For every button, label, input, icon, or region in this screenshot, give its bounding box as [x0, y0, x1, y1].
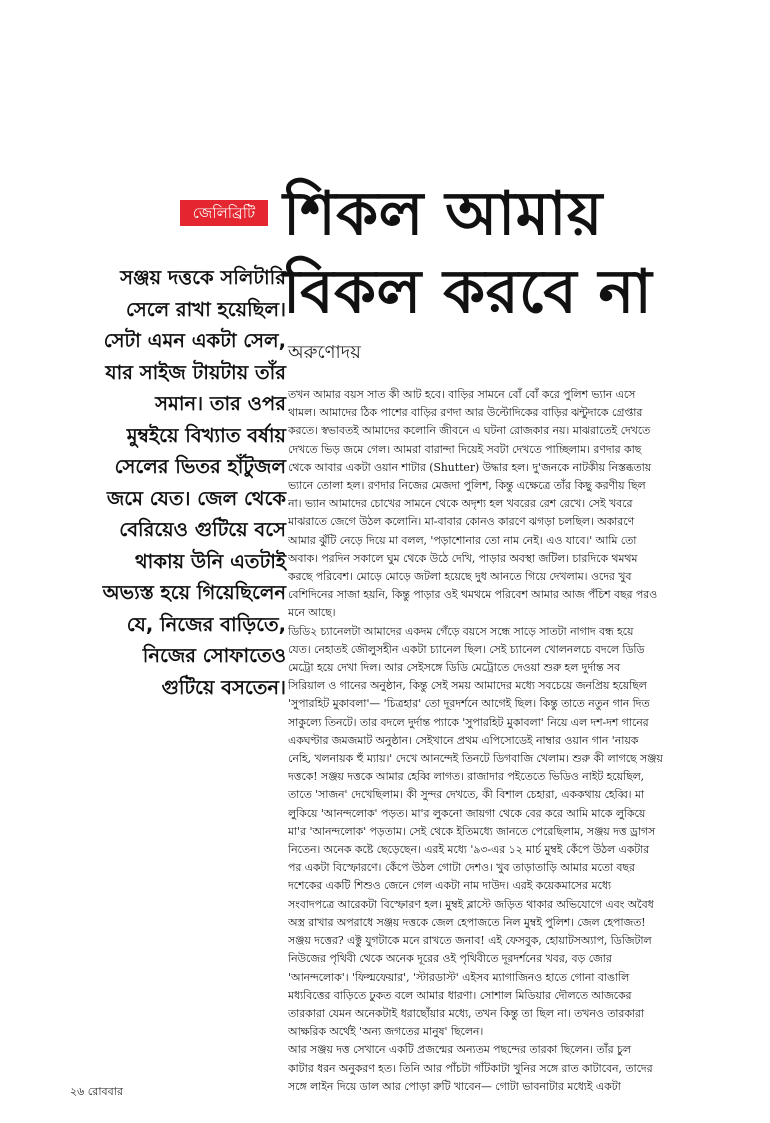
pull-quote-line: মুম্বইয়ে বিখ্যাত বর্ষায়: [126, 423, 286, 447]
body-line: নেহি, খলনায়ক হুঁ ম্যায়।' দেখে আনন্দেই তিনটে ডিগবাজি খেলাম। শুরু কী লাগছে সঞ্জয়: [288, 752, 663, 766]
body-line: পর একটা বিস্ফোরণে। কেঁপে উঠল গোটা দেশও। খুব তাড়াতাড়ি আমার মতো বছর: [288, 861, 635, 875]
body-line: কাটার ধরন অনুকরণ হত। তিনি আর পাঁচটা গাঁটকাটা খুনির সঙ্গে রাত কাটাবেন, তাদের: [288, 1061, 653, 1075]
pull-quote-line: সমান। তার ওপর: [155, 392, 286, 415]
body-line: 'সুপারহিট মুকাবলা'— 'চিত্রহার' তো দূরদর্শনে আগেই ছিল। কিন্তু তাতে নতুন গান দিত: [288, 697, 650, 711]
body-line: তখন আমার বয়স সাত কী আট হবে। বাড়ির সামনে বোঁ বোঁ করে পুলিশ ভ্যান এসে: [288, 388, 636, 401]
body-line: আর সঞ্জয় দত্ত সেখানে একটি প্রজন্মের অন্যতম পছন্দের তারকা ছিলেন। তাঁর চুল: [288, 1043, 631, 1057]
pull-quote-line: জমে যেত। জেল থেকে: [106, 486, 286, 510]
article-body: [288, 386, 758, 1096]
body-line: থেকে আবার একটা ওয়ান শাটার (Shutter) উদ্ধার হল। দু'জনকে নাটকীয় নিস্তব্ধতায়: [288, 460, 652, 474]
pull-quote-line: নিজের সোফাতেও: [142, 644, 286, 667]
body-line: সিরিয়াল ও গানের অনুষ্ঠান, কিন্তু সেই সময় আমাদের মধ্যে সবচেয়ে জনপ্রিয় হয়েছিল: [288, 679, 647, 693]
body-line: মেট্রো হয়ে দেখা দিল। আর সেইসঙ্গে ডিডি মেট্রোতে দেওয়া শুরু হল দুর্দান্ত সব: [288, 661, 621, 675]
body-line: আমার ঝুঁটি নেড়ে দিয়ে মা বলল, 'পড়াশোনার তো নাম নেই। এও যাবে।' আমি তো: [288, 533, 637, 547]
pull-quote-line: গুটিয়ে বসতেন।: [161, 675, 286, 699]
body-line: দেখতে ভিড় জমে গেল। আমরা বারান্দা দিয়েই সবটা দেখতে পাচ্ছিলাম। রণদার কাছ: [288, 442, 642, 456]
body-line: লুকিয়ে 'আনন্দলোক' পড়ত। মা'র লুকনো জায়গা থেকে বের করে আমি মাকে লুকিয়ে: [288, 806, 646, 820]
body-line: 'আনন্দলোক'। 'ফিল্মফেয়ার', 'স্টারডাস্ট' এইসব ম্যাগাজিনও হাতে গোনা বাঙালি: [288, 970, 630, 984]
body-line: ভ্যানে তোলা হল। রণদার নিজের মেজদা পুলিশ, কিন্তু এক্ষেত্রে তাঁর কিছু করণীয় ছিল: [288, 479, 646, 493]
body-line: করছে পরিবেশ। মোড়ে মোড়ে জটলা হয়েছে দুধ আনতে গিয়ে দেখলাম। ওদের খুব: [288, 570, 632, 584]
author-byline: অরুণোদয়: [288, 342, 361, 363]
body-line: সঙ্গে লাইন দিয়ে ডাল আর পোড়া রুটি খাবেন— গোটা ভাবনাটার মধ্যেই একটা: [288, 1079, 621, 1093]
body-line: থামল। আমাদের ঠিক পাশের বাড়ির রণদা আর উল্টোদিকের বাড়ির ঝন্টুদাকে গ্রেপ্তার: [288, 406, 643, 420]
body-line: সঞ্জয় দত্তের? এক্টু যুগটাকে মনে রাখতে জনাব! এই ফেসবুক, হোয়াটসঅ্যাপ, ডিজিটাল: [288, 934, 652, 948]
headline-line-1: শিকল আমায়: [283, 179, 603, 249]
body-line: ডিডি২ চ্যানেলটা আমাদের একদম গেঁড়ে বয়সে সন্ধে সাড়ে সাতটা নাগাদ বন্ধ হয়ে: [288, 624, 634, 638]
headline: [283, 175, 763, 331]
headline-line-2: বিকল করবে না: [283, 257, 653, 327]
body-line: আক্ষরিক অর্থেই 'অন্য জগতের মানুষ' ছিলেন।: [288, 1025, 484, 1039]
pull-quote-line: যে, নিজের বাড়িতে,: [126, 612, 286, 636]
pull-quote-line: থাকায় উনি এতটাই: [135, 549, 286, 573]
pull-quote: [72, 262, 286, 703]
body-line: মা'র 'আনন্দলোক' পড়তাম। সেই থেকে ইতিমধ্যে জানতে পেরেছিলাম, সঞ্জয় দত্ত ড্রাগস: [288, 824, 656, 838]
body-line: তারকারা যেমন অনেকটাই ধরাছোঁয়ার মধ্যে, তখন কিন্তু তা ছিল না। তখনও তারকারা: [288, 1006, 645, 1020]
pull-quote-line: সঞ্জয় দত্তকে সলিটারি: [120, 266, 286, 289]
body-line: অস্ত্র রাখার অপরাধে সঞ্জয় দত্তকে জেল হেপাজতে নিল মুম্বই পুলিশ। জেল হেপাজত!: [288, 915, 646, 929]
body-line: নিতেন। অনেক কষ্টে ছেড়েছেন। এরই মধ্যে '৯৩-এর ১২ মার্চ মুম্বই কেঁপে উঠল একটার: [288, 843, 650, 857]
body-line: সাকুল্যে তিনটে। তার বদলে দুর্দান্ত প্যাকে 'সুপারহিট মুকাবলা' নিয়ে এল দশ-দশ গানের: [288, 715, 649, 729]
body-line: মধ্যবিত্তের বাড়িতে ঢুকত বলে আমার ধারণা। সোশাল মিডিয়ার দৌলতে আজকের: [288, 988, 632, 1002]
pull-quote-line: বেরিয়েও গুটিয়ে বসে: [119, 518, 286, 541]
pull-quote-line: অভ্যস্ত হয়ে গিয়েছিলেন: [102, 581, 286, 604]
body-line: যেত। নেহাতই জৌলুসহীন একটা চ্যানেল ছিল। সেই চ্যানেল খোলনলচে বদলে ডিডি: [288, 642, 645, 656]
body-line: না। ভ্যান আমাদের চোখের সামনে থেকে অদৃশ্য হল খবরের রেশ রেখে। সেই খবরে: [288, 497, 633, 511]
body-line: বেশিদিনের সাজা হয়নি, কিন্তু পাড়ার ওই থমথমে পরিবেশ আমার আজ পঁচিশ বছর পরও: [288, 588, 658, 602]
body-line: তাতে 'সাজন' দেখেছিলাম। কী সুন্দর দেখতে, কী বিশাল চেহারা, এককথায় হেব্বি। মা: [288, 788, 645, 802]
pull-quote-line: সেটা এমন একটা সেল,: [103, 329, 286, 352]
body-line: করতে। স্বভাবতই আমাদের কলোনি জীবনে এ ঘটনা রোজকার নয়। মাঝরাতেই দেখতে: [288, 424, 651, 438]
body-line: দশেকের একটি শিশুও জেনে গেল একটা নাম দাউদ। এরই কয়েকমাসের মধ্যে: [288, 879, 612, 893]
section-tag: জেলিব্রিটি: [180, 200, 268, 226]
body-line: মাঝরাতে জেগে উঠল কলোনি। মা-বাবার কোনও কারণে ঝগড়া চলছিল। অকারণে: [288, 515, 635, 529]
pull-quote-line: যার সাইজ টায়টায় তাঁর: [105, 360, 286, 384]
page-footer: ২৬ রোববার: [70, 1085, 123, 1098]
body-line: একঘণ্টার জমজমাট অনুষ্ঠান। সেইখানে প্রথম এপিসোডেই নাম্বার ওয়ান গান 'নায়ক: [288, 733, 639, 747]
pull-quote-line: সেলে রাখা হয়েছিল।: [125, 297, 286, 321]
pull-quote-line: সেলের ভিতর হাঁটুজল: [114, 455, 286, 478]
body-line: সংবাদপত্রে আরেকটা বিস্ফোরণ হল। মুম্বই ব্লাস্টে জড়িত থাকার অভিযোগে এবং অবৈধ: [288, 897, 654, 911]
body-line: অবাক। পরদিন সকালে ঘুম থেকে উঠে দেখি, পাড়ার অবস্থা জটিল। চারদিকে থমথম: [288, 551, 638, 565]
body-line: দত্তকে! সঞ্জয় দত্তকে আমার হেব্বি লাগত। রাজাদার পইতেতে ভিডিও নাইট হয়েছিল,: [288, 770, 645, 784]
body-line: নিউজের পৃথিবী থেকে অনেক দূরের ওই পৃথিবীতে দূরদর্শনের খবর, বড় জোর: [288, 952, 612, 966]
body-line: মনে আছে।: [288, 606, 336, 620]
